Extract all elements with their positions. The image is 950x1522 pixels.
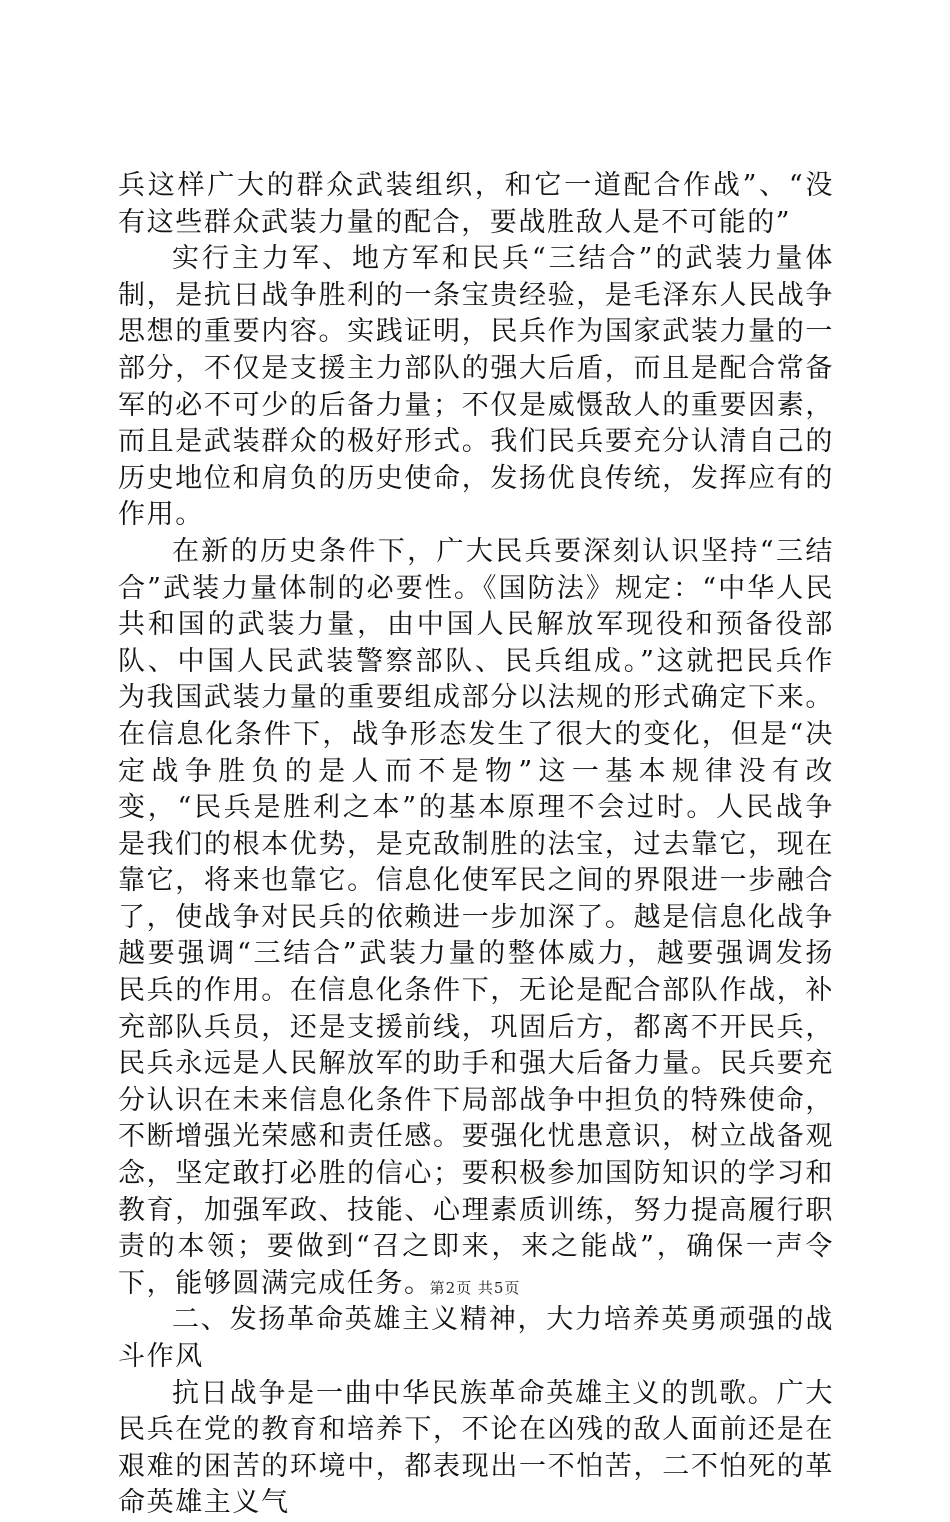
paragraph-new-conditions: 在新的历史条件下，广大民兵要深刻认识坚持“三结合”武装力量体制的必要性。《国防法》规定：“中华人民共和国的武装力量，由中国人民解放军现役和预备役部队、中国人民武装警察部队、民兵组成。”这就把民兵作为我国武装力量的重要组成部分以法规的形式确定下来。在信息化条件下，战争形态发生了很大的变化，但是“决定战争胜负的是人而不是物”这一基本规律没有改变，“民兵是胜利之本”的基本原理不会过时。人民战争是我们的根本优势，是克敌制胜的法宝，过去靠它，现在靠它，将来也靠它。信息化使军民之间的界限进一步融合了，使战争对民兵的依赖进一步加深了。越是信息化战争越要强调“三结合”武装力量的整体威力，越要强调发扬民兵的作用。在信息化条件下，无论是配合部队作战，补充部队兵员，还是支援前线，巩固后方，都离不开民兵，民兵永远是人民解放军的助手和强大后备力量。民兵要充分认识在未来信息化条件下局部战争中担负的特殊使命，不断增强光荣感和责任感。要强化忧患意识，树立战备观念，坚定敢打必胜的信心；要积极参加国防知识的学习和教育，加强军政、技能、心理素质训练，努力提高履行职责的本领；要做到“召之即来，来之能战”，确保一声令下，能够圆满完成任务。 [118, 535, 834, 1299]
page-footer: 第2页 共5页 [429, 1279, 521, 1297]
paragraph-continuation: 兵这样广大的群众武装组织，和它一道配合作战”、“没有这些群众武装力量的配合，要战胜敌人是不可能的” [118, 170, 834, 238]
section-heading-two: 二、发扬革命英雄主义精神，大力培养英勇顽强的战斗作风 [118, 1304, 834, 1372]
paragraph-heroism: 抗日战争是一曲中华民族革命英雄主义的凯歌。广大民兵在党的教育和培养下，不论在凶残的敌人面前还是在艰难的困苦的环境中，都表现出一不怕苦，二不怕死的革命英雄主义气 [118, 1377, 834, 1519]
body-text [118, 168, 834, 1522]
paragraph-three-combination: 实行主力军、地方军和民兵“三结合”的武装力量体制，是抗日战争胜利的一条宝贵经验，是毛泽东人民战争思想的重要内容。实践证明，民兵作为国家武装力量的一部分，不仅是支援主力部队的强大后盾，而且是配合常备军的必不可少的后备力量；不仅是威慑敌人的重要因素，而且是武装群众的极好形式。我们民兵要充分认清自己的历史地位和肩负的历史使命，发扬优良传统，发挥应有的作用。 [118, 243, 834, 531]
